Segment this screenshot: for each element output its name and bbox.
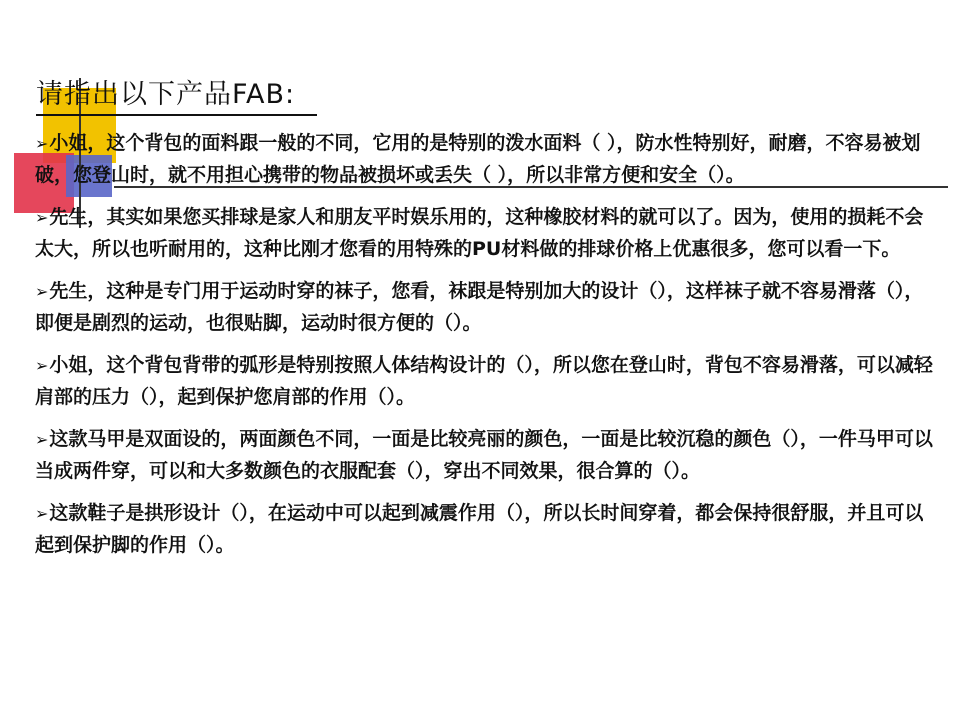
list-item-text: 这款鞋子是拱形设计（），在运动中可以起到减震作用（），所以长时间穿着，都会保持很舒服，并且可以起到保护脚的作用（）。 <box>35 502 924 556</box>
list-item-text: 这款马甲是双面设的，两面颜色不同，一面是比较亮丽的颜色，一面是比较沉稳的颜色（），一件马甲可以当成两件穿，可以和大多数颜色的衣服配套（），穿出不同效果，很合算的（）。 <box>35 428 933 482</box>
arrow-bullet-icon: ➢ <box>35 504 49 523</box>
arrow-bullet-icon: ➢ <box>35 430 49 449</box>
list-item <box>35 498 940 560</box>
list-item <box>35 350 940 412</box>
arrow-bullet-icon: ➢ <box>35 208 49 227</box>
arrow-bullet-icon: ➢ <box>35 282 49 301</box>
list-item-text: 先生，其实如果您买排球是家人和朋友平时娱乐用的，这种橡胶材料的就可以了。因为，使用的损耗不会太大，所以也听耐用的，这种比刚才您看的用特殊的PU材料做的排球价格上优惠很多，您可以看一下。 <box>35 206 924 260</box>
list-item <box>35 128 940 190</box>
list-item <box>35 424 940 486</box>
list-item-text: 小姐，这个背包的面料跟一般的不同，它用的是特别的泼水面料（ ），防水性特别好，耐磨，不容易被划破，您登山时，就不用担心携带的物品被损坏或丢失（ ），所以非常方便和安全（）。 <box>35 132 921 186</box>
list-item <box>35 202 940 264</box>
list-item-text: 小姐，这个背包背带的弧形是特别按照人体结构设计的（），所以您在登山时，背包不容易滑落，可以减轻肩部的压力（），起到保护您肩部的作用（）。 <box>35 354 933 408</box>
arrow-bullet-icon: ➢ <box>35 356 49 375</box>
page-title: 请指出以下产品FAB: <box>36 78 317 116</box>
list-item <box>35 276 940 338</box>
bullet-list <box>35 128 940 572</box>
arrow-bullet-icon: ➢ <box>35 134 49 153</box>
list-item-text: 先生，这种是专门用于运动时穿的袜子，您看，袜跟是特别加大的设计（），这样袜子就不容易滑落（），即便是剧烈的运动，也很贴脚，运动时很方便的（）。 <box>35 280 924 334</box>
